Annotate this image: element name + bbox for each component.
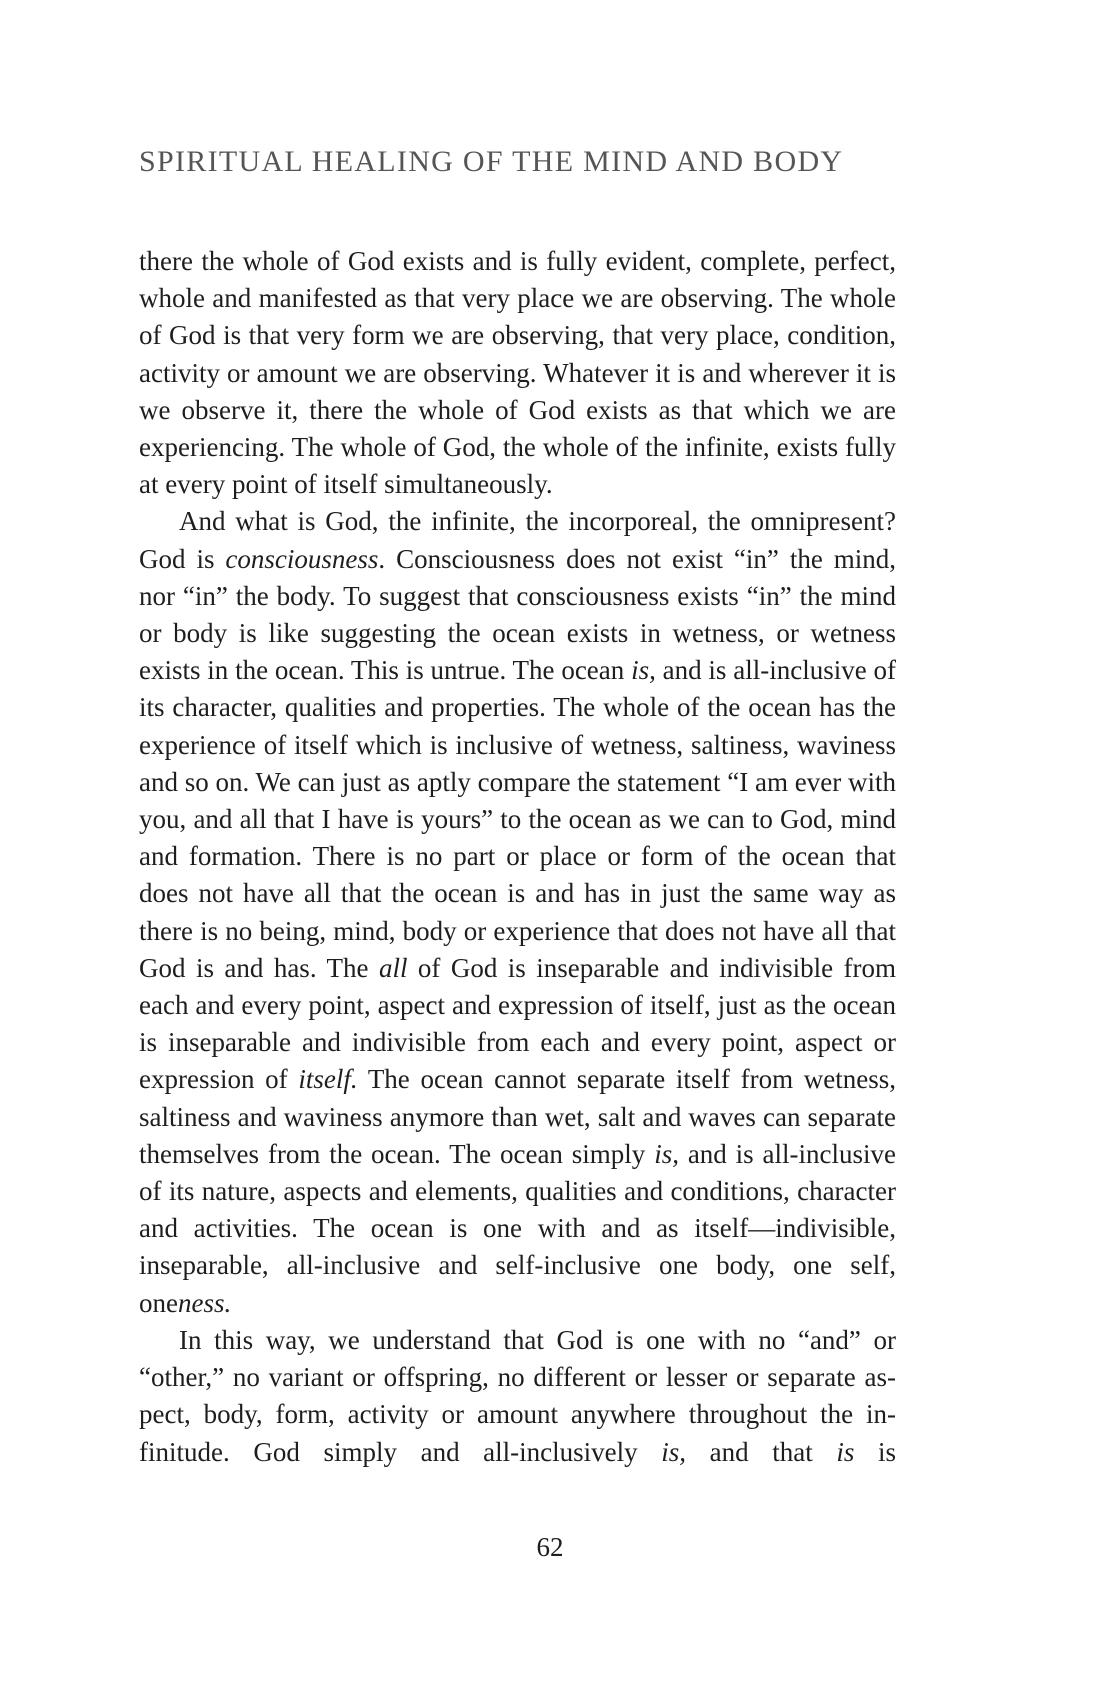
paragraph-2 [139, 503, 896, 1321]
emphasis-is: is, [654, 1138, 679, 1169]
paragraph-3-text: and that [686, 1436, 837, 1467]
emphasis-is: is [836, 1436, 855, 1467]
paragraph-2-text: And what is God, the infinite, the incorporeal, the omnipresent? God is [139, 506, 896, 574]
emphasis-is: is, [631, 655, 656, 686]
emphasis-all: all [378, 952, 408, 983]
body-text [139, 243, 896, 1471]
paragraph-3-text: In this way, we understand that God is one with no “and” or “other,” no variant or offspring, no different or lesser or separate aspect, body, form, activity or amount anywhere throughout the infinitude. God simply and all-inclusively [139, 1324, 896, 1467]
running-head: SPIRITUAL HEALING OF THE MIND AND BODY [139, 145, 844, 178]
emphasis-consciousness: consciousness [225, 543, 379, 574]
paragraph-1: there the whole of God exists and is fully evident, complete, perfect, whole and manifested as that very place we are observing. The whole of God is that very form we are observing, that very place, condition, activity or amount we are observing. Whatever it is and wherever it is we observe it, there the whole of God exists as that which we are experiencing. The whole of God, the whole of the infinite, exists fully at every point of itself simultaneously. [139, 246, 896, 500]
emphasis-is: is, [661, 1436, 687, 1467]
page-number: 62 [536, 1532, 564, 1562]
paragraph-3 [139, 1322, 896, 1471]
emphasis-itself: itself. [298, 1064, 358, 1095]
emphasis-ness: ness. [177, 1287, 232, 1318]
paragraph-2-text: The ocean cannot separate itself from wetness, saltiness and waviness anymore than wet, salt and waves can separate themselves from the ocean. The ocean simply [139, 1064, 896, 1169]
paragraph-2-text: and is all-inclusive of its character, qualities and properties. The whole of the ocean has the experience of itself which is inclusive of wetness, saltiness, waviness and so on. We can just as aptly compare the statement “I am ever with you, and all that I have is yours” to the ocean as we can to God, mind and formation. There is no part or place or form of the ocean that does not have all that the ocean is and has in just the same way as there is no being, mind, body or experience that does not have all that God is and has. The [139, 655, 896, 983]
paragraph-2-text: and is all-inclusive of its nature, aspects and elements, qualities and conditions, character and activities. The ocean is one with and as itself—indivisible, inseparable, all-inclusive and self-inclusive one body, one self, one [139, 1138, 897, 1318]
paragraph-3-text: is [854, 1436, 896, 1467]
paragraph-2-text: . Consciousness does not exist “in” the mind, nor “in” the body. To suggest that consciousness exists “in” the mind or body is like suggesting the ocean exists in wetness, or wetness exists in the ocean. This is untrue. The ocean [139, 543, 897, 686]
paragraph-2-text: of God is inseparable and indivisible from each and every point, aspect and expression of itself, just as the ocean is inseparable and indivisible from each and every point, aspect or expression of [139, 952, 896, 1095]
